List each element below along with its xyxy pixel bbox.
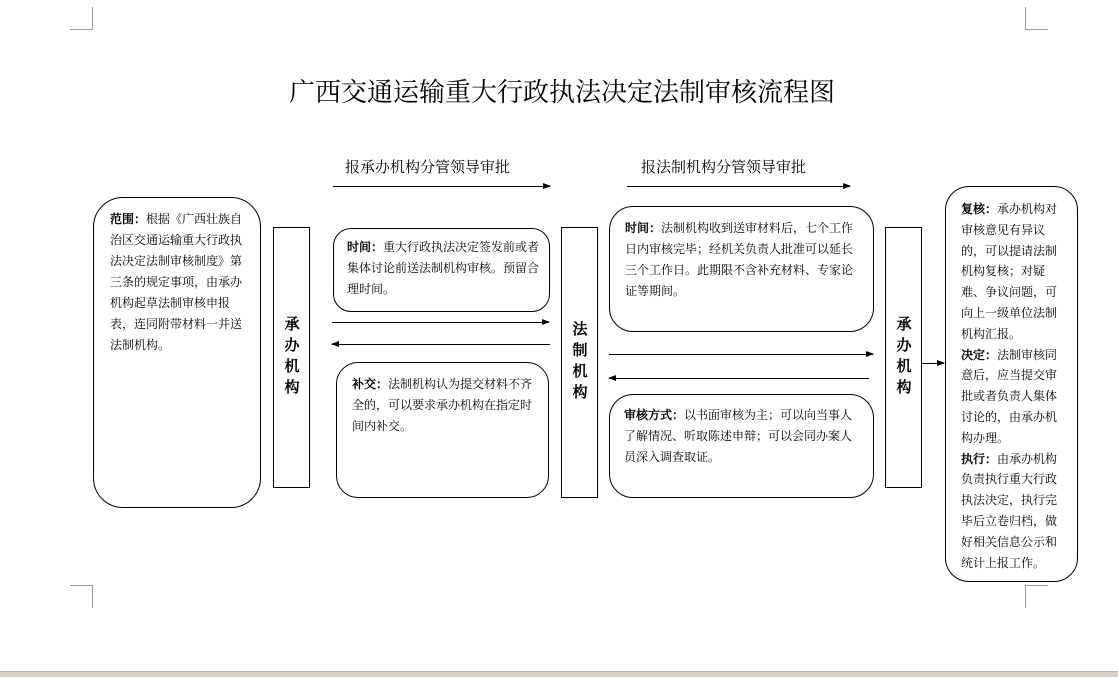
supplement-text: 法制机构认为提交材料不齐全的，可以要求承办机构在指定时间内补交。 <box>352 377 533 433</box>
execute-text: 由承办机构负责执行重大行政执法决定，执行完毕后立卷归档，做好相关信息公示和统计上报工作。 <box>961 451 1058 570</box>
review-method-label: 审核方式： <box>624 408 685 422</box>
arrow-left <box>332 344 550 345</box>
execute-paragraph <box>961 449 1067 574</box>
column-label: 法制机构 <box>570 320 589 405</box>
time-box-submission <box>333 228 550 312</box>
arrow-label-legal-leader: 报法制机构分管领导审批 <box>641 158 807 176</box>
arrow-label-undertaking-leader: 报承办机构分管领导审批 <box>345 158 511 176</box>
time-text: 重大行政执法决定签发前或者集体讨论前送法制机构审核。预留合理时间。 <box>347 240 540 296</box>
arrow-right <box>922 363 944 364</box>
recheck-paragraph <box>961 199 1067 345</box>
recheck-text: 承办机构对审核意见有异议的，可以提请法制机构复核；对疑难、争议问题，可向上一级单位法制机构汇报。 <box>961 202 1058 341</box>
decision-text: 法制审核同意后，应当提交审批或者负责人集体讨论的，由承办机构办理。 <box>961 347 1058 445</box>
execute-label: 执行： <box>961 451 998 466</box>
review-method-box <box>609 394 874 498</box>
time-label: 时间： <box>625 221 662 235</box>
undertaking-agency-column <box>885 227 922 488</box>
supplement-box <box>336 362 549 498</box>
time-box-review <box>609 206 874 332</box>
legal-agency-column <box>561 227 598 498</box>
arrow-right <box>627 186 850 187</box>
time-text: 法制机构收到送审材料后，七个工作日内审核完毕；经机关负责人批准可以延长三个工作日。此期限不含补充材料、专家论证等期间。 <box>625 221 854 298</box>
supplement-label: 补交： <box>352 377 389 391</box>
arrow-left <box>609 378 869 379</box>
document-title: 广西交通运输重大行政执法决定法制审核流程图 <box>288 78 835 108</box>
recheck-label: 复核： <box>961 202 998 216</box>
page-corner-mark <box>70 585 93 608</box>
page-corner-mark <box>70 7 93 30</box>
undertaking-agency-column <box>273 227 310 488</box>
page-corner-mark <box>1025 585 1048 608</box>
scope-box <box>93 197 261 508</box>
scope-label: 范围： <box>110 212 147 226</box>
page-corner-mark <box>1025 7 1048 30</box>
final-steps-box <box>945 186 1078 582</box>
column-label: 承办机构 <box>282 315 301 400</box>
time-label: 时间： <box>347 240 384 254</box>
decision-paragraph <box>961 345 1067 449</box>
decision-label: 决定： <box>961 347 998 362</box>
review-method-text: 以书面审核为主；可以向当事人了解情况、听取陈述申辩；可以会同办案人员深入调查取证。 <box>624 408 853 464</box>
scope-text: 根据《广西壮族自治区交通运输重大行政执法决定法制审核制度》第三条的规定事项，由承办机构起草法制审核申报表，连同附带材料一并送法制机构。 <box>110 212 243 352</box>
arrow-right <box>609 354 873 355</box>
arrow-right <box>332 322 549 323</box>
column-label: 承办机构 <box>894 315 913 400</box>
bottom-scrollbar-strip <box>0 671 1118 677</box>
arrow-right <box>333 186 550 187</box>
